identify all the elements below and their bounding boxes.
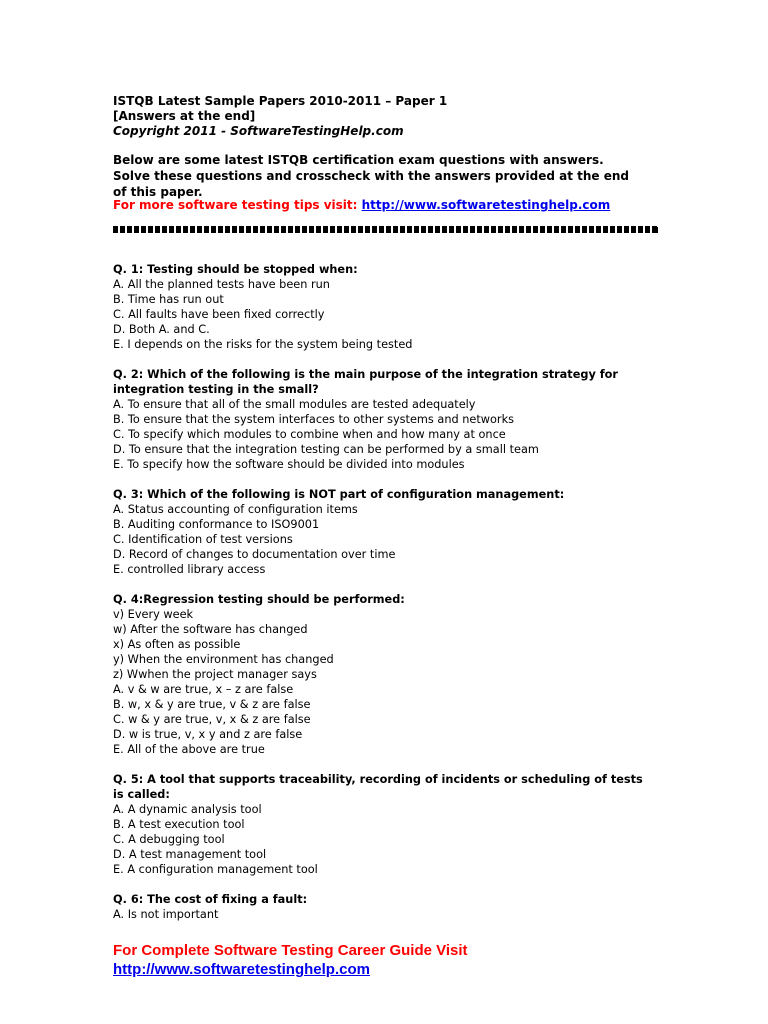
answer-option: E. All of the above are true — [113, 743, 265, 756]
question-title: Q. 4:Regression testing should be performed: — [113, 593, 405, 606]
question-1 — [113, 262, 653, 352]
document-subtitle: [Answers at the end] — [113, 109, 256, 123]
statement-option: y) When the environment has changed — [113, 653, 334, 666]
question-2 — [113, 367, 653, 472]
footer-career-guide-text: For Complete Software Testing Career Guide Visit — [113, 942, 468, 959]
intro-paragraph: Below are some latest ISTQB certification exam questions with answers. Solve these questions and crosscheck with the answers provided at the end of this paper. — [113, 153, 629, 199]
answer-option: B. A test execution tool — [113, 818, 245, 831]
document-title: ISTQB Latest Sample Papers 2010-2011 – Paper 1 — [113, 94, 448, 108]
tips-line — [113, 197, 610, 213]
answer-option: C. To specify which modules to combine when and how many at once — [113, 428, 506, 441]
questions-list — [113, 262, 653, 937]
statement-option: z) Wwhen the project manager says — [113, 668, 317, 681]
question-5 — [113, 772, 653, 877]
answer-option: E. To specify how the software should be divided into modules — [113, 458, 465, 471]
question-3 — [113, 487, 653, 577]
answer-option: E. I depends on the risks for the system being tested — [113, 338, 413, 351]
answer-option: E. controlled library access — [113, 563, 266, 576]
answer-option: B. w, x & y are true, v & z are false — [113, 698, 311, 711]
tips-label: For more software testing tips visit: — [113, 198, 362, 212]
statement-option: v) Every week — [113, 608, 194, 621]
answer-option: B. Time has run out — [113, 293, 224, 306]
answer-option: C. All faults have been fixed correctly — [113, 308, 325, 321]
statement-option: x) As often as possible — [113, 638, 241, 651]
answer-option: B. To ensure that the system interfaces to other systems and networks — [113, 413, 515, 426]
answer-option: D. w is true, v, x y and z are false — [113, 728, 303, 741]
copyright-line: Copyright 2011 - SoftwareTestingHelp.com — [113, 124, 404, 138]
separator-end-mark — [656, 227, 658, 233]
answer-option: A. Status accounting of configuration items — [113, 503, 358, 516]
answer-option: D. Both A. and C. — [113, 323, 210, 336]
answer-option: D. Record of changes to documentation over time — [113, 548, 396, 561]
answer-option: C. w & y are true, v, x & z are false — [113, 713, 311, 726]
dashed-separator — [113, 226, 658, 233]
answer-option: C. Identification of test versions — [113, 533, 293, 546]
answer-option: A. A dynamic analysis tool — [113, 803, 262, 816]
statement-option: w) After the software has changed — [113, 623, 308, 636]
question-title: Q. 5: A tool that supports traceability, recording of incidents or scheduling of tests is called: — [113, 773, 643, 801]
answer-option: A. Is not important — [113, 908, 219, 921]
question-title: Q. 3: Which of the following is NOT part of configuration management: — [113, 488, 565, 501]
question-6 — [113, 892, 653, 922]
footer-link[interactable]: http://www.softwaretestinghelp.com — [113, 961, 370, 978]
title-block — [113, 94, 447, 139]
question-title: Q. 1: Testing should be stopped when: — [113, 263, 358, 276]
question-title: Q. 2: Which of the following is the main purpose of the integration strategy for integration testing in the small? — [113, 368, 618, 396]
answer-option: A. All the planned tests have been run — [113, 278, 330, 291]
answer-option: C. A debugging tool — [113, 833, 225, 846]
answer-option: E. A configuration management tool — [113, 863, 318, 876]
footer — [113, 941, 468, 979]
answer-option: B. Auditing conformance to ISO9001 — [113, 518, 320, 531]
answer-option: A. v & w are true, x – z are false — [113, 683, 294, 696]
answer-option: A. To ensure that all of the small modules are tested adequately — [113, 398, 476, 411]
answer-option: D. To ensure that the integration testing can be performed by a small team — [113, 443, 539, 456]
tips-link[interactable]: http://www.softwaretestinghelp.com — [361, 198, 611, 212]
question-title: Q. 6: The cost of fixing a fault: — [113, 893, 308, 906]
question-4 — [113, 592, 653, 757]
answer-option: D. A test management tool — [113, 848, 267, 861]
